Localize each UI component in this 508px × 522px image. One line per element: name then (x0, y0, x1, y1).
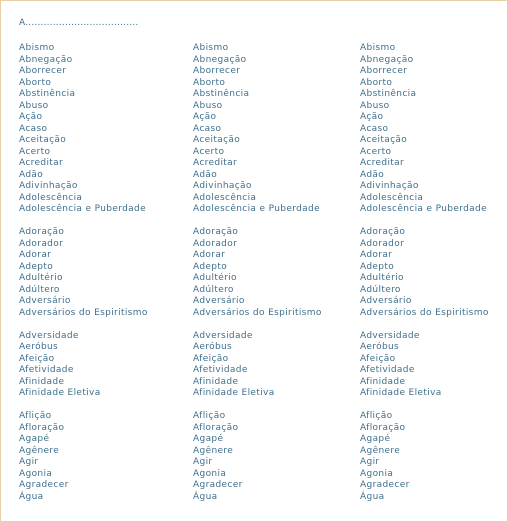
term-link[interactable]: Agênere (19, 445, 60, 456)
term-link[interactable]: Adolescência (360, 192, 424, 203)
term-link[interactable]: Acreditar (19, 158, 64, 168)
term-link[interactable]: Abnegação (193, 54, 247, 65)
term-link[interactable]: Abnegação (360, 54, 414, 65)
term-link[interactable]: Afinidade Eletiva (360, 388, 442, 398)
term-link[interactable]: Aborrecer (193, 66, 241, 76)
term-link[interactable]: Adoração (360, 227, 406, 237)
term-link[interactable]: Afinidade (360, 376, 406, 387)
term-link[interactable]: Afetividade (360, 365, 415, 375)
term-link[interactable]: Adúltero (193, 284, 234, 295)
term-link[interactable]: Aeróbus (193, 342, 233, 352)
term-link[interactable]: Adorar (360, 250, 393, 260)
term-link[interactable]: Abismo (19, 43, 55, 53)
term-link[interactable]: Acerto (193, 146, 225, 157)
term-link[interactable]: Afloração (19, 422, 65, 433)
term-link[interactable]: Afinidade (19, 376, 65, 387)
term-group (19, 43, 179, 216)
term-link[interactable]: Adepto (360, 261, 395, 272)
term-link[interactable]: Adversário (193, 296, 245, 306)
term-link[interactable]: Abuso (193, 100, 223, 111)
term-link[interactable]: Aborrecer (19, 66, 67, 76)
term-link[interactable]: Adversidade (19, 330, 79, 341)
term-link[interactable]: Agapé (19, 434, 50, 444)
term-group (193, 43, 353, 216)
term-link[interactable]: Aeróbus (19, 342, 59, 352)
term-column-3 (360, 43, 508, 515)
term-link[interactable]: Adultério (193, 273, 237, 283)
term-link[interactable]: Adorador (360, 238, 405, 249)
term-link[interactable]: Aborrecer (360, 66, 408, 76)
term-link[interactable]: Agapé (193, 434, 224, 444)
term-link[interactable]: Afloração (193, 422, 239, 433)
term-group (193, 227, 353, 319)
term-link[interactable]: Agonia (360, 468, 394, 479)
term-link[interactable]: Afinidade (193, 376, 239, 387)
term-link[interactable]: Agonia (193, 468, 227, 479)
term-link[interactable]: Adoração (193, 227, 239, 237)
term-link[interactable]: Aceitação (19, 135, 67, 145)
term-link[interactable]: Adultério (19, 273, 63, 283)
term-link[interactable]: Abuso (360, 100, 390, 111)
letter-heading: A..................................... (19, 18, 139, 28)
term-link[interactable]: Adorador (19, 238, 64, 249)
term-link[interactable]: Água (193, 491, 218, 502)
term-link[interactable]: Aflição (193, 411, 226, 421)
term-link[interactable]: Adivinhação (360, 181, 419, 191)
term-link[interactable]: Ação (193, 112, 217, 122)
term-link[interactable]: Aceitação (193, 135, 241, 145)
term-link[interactable]: Adversário (360, 296, 412, 306)
term-link[interactable]: Afetividade (19, 365, 74, 375)
term-link[interactable]: Aborto (360, 77, 393, 88)
term-link[interactable]: Agradecer (193, 480, 243, 490)
term-group (360, 331, 508, 400)
term-link[interactable]: Acerto (19, 146, 51, 157)
term-link[interactable]: Abstinência (360, 89, 417, 99)
term-link[interactable]: Adepto (193, 261, 228, 272)
term-link[interactable]: Adversário (19, 296, 71, 306)
term-group (19, 331, 179, 400)
term-link[interactable]: Agir (360, 457, 380, 467)
term-group (360, 227, 508, 319)
term-link[interactable]: Afinidade Eletiva (19, 388, 101, 398)
term-link[interactable]: Ação (360, 112, 384, 122)
term-link[interactable]: Abismo (360, 43, 396, 53)
term-link[interactable]: Adoração (19, 227, 65, 237)
term-link[interactable]: Agênere (193, 445, 234, 456)
term-link[interactable]: Adversidade (360, 330, 420, 341)
term-link[interactable]: Adivinhação (193, 181, 252, 191)
term-link[interactable]: Aborto (193, 77, 226, 88)
term-link[interactable]: Adolescência (193, 192, 257, 203)
term-link[interactable]: Agradecer (360, 480, 410, 490)
term-link[interactable]: Acaso (19, 123, 48, 134)
term-group (19, 227, 179, 319)
term-link[interactable]: Adorar (19, 250, 52, 260)
term-link[interactable]: Adúltero (360, 284, 401, 295)
term-group (360, 43, 508, 216)
term-link[interactable]: Adúltero (19, 284, 60, 295)
term-link[interactable]: Adorador (193, 238, 238, 249)
term-link[interactable]: Agonia (19, 468, 53, 479)
term-link[interactable]: Abuso (19, 100, 49, 111)
term-link[interactable]: Afetividade (193, 365, 248, 375)
term-link[interactable]: Acaso (193, 123, 222, 134)
term-link[interactable]: Adolescência e Puberdade (193, 204, 320, 214)
term-link[interactable]: Abismo (193, 43, 229, 53)
term-link[interactable]: Adversários do Espiritismo (19, 307, 148, 318)
term-group (193, 411, 353, 503)
term-link[interactable]: Adão (19, 169, 44, 180)
term-link[interactable]: Acreditar (360, 158, 405, 168)
term-link[interactable]: Agapé (360, 434, 391, 444)
term-link[interactable]: Adversários do Espiritismo (193, 307, 322, 318)
term-column-1 (19, 43, 179, 515)
term-link[interactable]: Acerto (360, 146, 392, 157)
term-link[interactable]: Água (19, 491, 44, 502)
term-link[interactable]: Aborto (19, 77, 52, 88)
term-link[interactable]: Ação (19, 112, 43, 122)
term-link[interactable]: Adolescência e Puberdade (19, 204, 146, 214)
term-link[interactable]: Afeição (19, 353, 55, 364)
term-link[interactable]: Agir (19, 457, 39, 467)
term-link[interactable]: Adivinhação (19, 181, 78, 191)
term-link[interactable]: Acreditar (193, 158, 238, 168)
term-link[interactable]: Aeróbus (360, 342, 400, 352)
term-link[interactable]: Aceitação (360, 135, 408, 145)
term-column-2 (193, 43, 353, 515)
term-group (360, 411, 508, 503)
term-link[interactable]: Adolescência (19, 192, 83, 203)
term-link[interactable]: Agênere (360, 445, 401, 456)
term-link[interactable]: Abnegação (19, 54, 73, 65)
term-link[interactable]: Adepto (19, 261, 54, 272)
term-link[interactable]: Adversários do Espiritismo (360, 307, 489, 318)
term-group (193, 331, 353, 400)
term-group (19, 411, 179, 503)
term-link[interactable]: Afeição (193, 353, 229, 364)
term-link[interactable]: Adversidade (193, 330, 253, 341)
term-link[interactable]: Abstinência (193, 89, 250, 99)
term-link[interactable]: Afinidade Eletiva (193, 388, 275, 398)
term-link[interactable]: Adão (193, 169, 218, 180)
term-link[interactable]: Adultério (360, 273, 404, 283)
term-link[interactable]: Abstinência (19, 89, 76, 99)
term-link[interactable]: Acaso (360, 123, 389, 134)
term-link[interactable]: Afeição (360, 353, 396, 364)
term-link[interactable]: Adão (360, 169, 385, 180)
term-link[interactable]: Adorar (193, 250, 226, 260)
term-link[interactable]: Afloração (360, 422, 406, 433)
term-link[interactable]: Aflição (360, 411, 393, 421)
term-link[interactable]: Água (360, 491, 385, 502)
term-link[interactable]: Agradecer (19, 480, 69, 490)
term-link[interactable]: Aflição (19, 411, 52, 421)
term-link[interactable]: Adolescência e Puberdade (360, 204, 487, 214)
term-link[interactable]: Agir (193, 457, 213, 467)
